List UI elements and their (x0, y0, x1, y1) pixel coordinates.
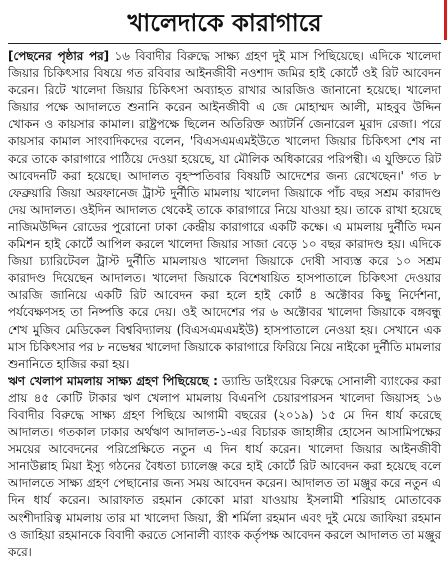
paragraph-2: ড্যান্ডি ডাইংয়ের বিরুদ্ধে সোনালী ব্যাংকের করা প্রায় ৪৫ কোটি টাকার ঋণ খেলাপ মামলায় বিএনপি চেয়ারপারসন খালেদা জিয়াসহ ১৬ বিবাদীর বিরুদ্ধে সাক্ষ্য গ্রহণ পিছিয়ে আগামী বছরের (২০১৯) ১৫ মে দিন ধার্য করেছে আদালত। গতকাল ঢাকার অর্থঋণ আদালত-১-এর বিচারক জাহাঙ্গীর হোসেন আসামিপক্ষের সময়ের আবেদনের পরিপ্রেক্ষিতে নতুন এ দিন ধার্য করেন। খালেদা জিয়ার আইনজীবী সানাউল্লাহ মিয়া ইস্যু গঠনের বৈধতা চ্যালেঞ্জ করে হাই কোর্টে রিট আবেদন করা হয়েছে বলে আদালতে সাক্ষ্য গ্রহণ পেছানোর জন্য সময় আবেদন করেন। আদালত তা মঞ্জুর করে নতুন এ দিন ধার্য করেন। আরাফাত রহমান কোকো মারা যাওয়ায় ইসলামী শরিয়াহ মোতাবেক অংশীদারিত্ব মামলায় তার মা খালেদা জিয়া, স্ত্রী শর্মিলা রহমান এবং দুই মেয়ে জাফিয়া রহমান ও জাহিয়া রহমানকে বিবাদী করতে সোনালী ব্যাংক কর্তৃপক্ষ আবেদন করলে আদালত তা মঞ্জুর করে। (8, 373, 441, 559)
jump-label: [পেছনের পৃষ্ঠার পর] (8, 49, 109, 63)
article-body (8, 48, 441, 373)
headline-rule (8, 43, 441, 44)
subhead: ঋণ খেলাপ মামলায় সাক্ষ্য গ্রহণ পিছিয়েছে : (8, 373, 218, 388)
article-body-continued (8, 373, 441, 561)
paragraph-1: ১৬ বিবাদীর বিরুদ্ধে সাক্ষ্য গ্রহণ দুই মাস পিছিয়েছে। এদিকে খালেদা জিয়ার চিকিৎসার বিষয়ে গত রবিবার আইনজীবী নওশাদ জমির হাই কোর্টে ওই রিট আবেদন করেন। রিটে খালেদা জিয়ার চিকিৎসা অব্যাহত রাখার আরজিও জানানো হয়েছে। খালেদা জিয়ার পক্ষে আদালতে শুনানি করেন আইনজীবী এ জে মোহাম্মদ আলী, মাহবুব উদ্দিন খোকন ও কায়সার কামাল। রাষ্ট্রপক্ষে ছিলেন অতিরিক্ত অ্যাটর্নি জেনারেল মুরাদ রেজা। পরে কায়সার কামাল সাংবাদিকদের বলেন, 'বিএসএমএমইউতে খালেদা জিয়ার চিকিৎসা শেষ না করে তাকে কারাগারে পাঠিয়ে দেওয়া হয়েছে, যা মৌলিক অধিকারের পরিপন্থী। এ যুক্তিতে রিট আবেদনটি করা হয়েছে। আদালত বৃহস্পতিবার বিষয়টি আদেশের জন্য রেখেছেন।' গত ৮ ফেব্রুয়ারি জিয়া অরফানেজ ট্রাস্ট দুর্নীতি মামলায় খালেদা জিয়াকে পাঁচ বছর সশ্রম কারাদণ্ড দেয় আদালত। ওইদিন আদালত থেকেই তাকে কারাগারে নিয়ে যাওয়া হয়। তাকে রাখা হয়েছে নাজিমউদ্দিন রোডের পুরোনো ঢাকা কেন্দ্রীয় কারাগারে একটি কক্ষে। এ মামলায় দুর্নীতি দমন কমিশন হাই কোর্টে আপিল করলে খালেদা জিয়ার সাজা বেড়ে ১০ বছর কারাদণ্ড হয়। এদিকে জিয়া চ্যারিটেবল ট্রাস্ট দুর্নীতি মামলায়ও খালেদা জিয়াকে দোষী সাব্যস্ত করে ১০ সশ্রম কারাদণ্ড দিয়েছেন আদালত। খালেদা জিয়াকে বিশেষায়িত হাসপাতালে চিকিৎসা দেওয়ার আরজি জানিয়ে একটি রিট আবেদন করা হলে হাই কোর্ট ৪ অক্টোবর কিছু নির্দেশনা, পর্যবেক্ষণসহ তা নিষ্পত্তি করে দেয়। ওই আদেশের পর ৬ অক্টোবর খালেদা জিয়াকে বঙ্গবন্ধু শেখ মুজিব মেডিকেল বিশ্ববিদ্যালয় (বিএসএমএমইউ) হাসপাতালে নেওয়া হয়। সেখানে এক মাস চিকিৎসার পর ৮ নভেম্বর খালেদা জিয়াকে কারাগারে ফিরিয়ে নিয়ে নাইকো দুর্নীতি মামলার শুনানিতে হাজির করা হয়। (8, 49, 441, 371)
headline: খালেদাকে কারাগারে (127, 9, 322, 37)
